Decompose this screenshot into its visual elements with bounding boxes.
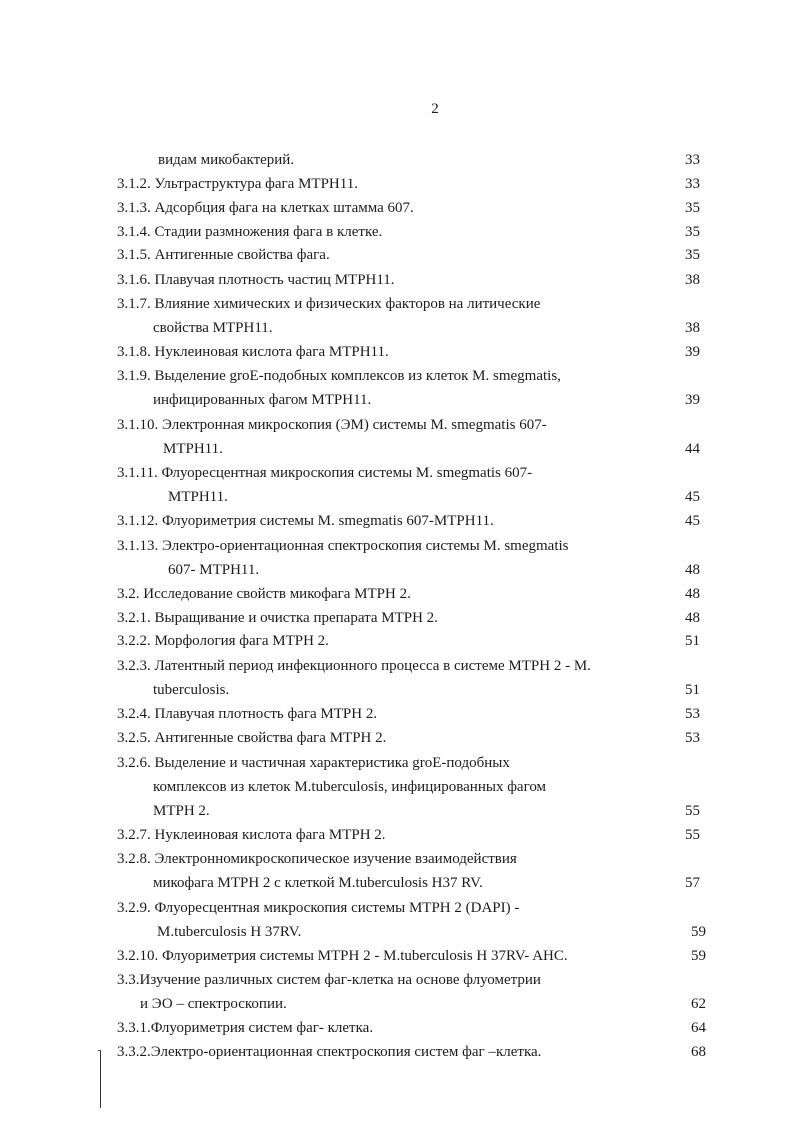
toc-entry-text: 3.1.8. Нуклеиновая кислота фага MTPH11. <box>117 344 389 360</box>
toc-entry-page: 35 <box>685 200 700 216</box>
toc-entry-text: видам микобактерий. <box>158 152 295 168</box>
toc-entry-text: 3.1.10. Электронная микроскопия (ЭМ) системы M. smegmatis 607- <box>117 417 547 433</box>
toc-entry-text: 3.2.9. Флуоресцентная микроскопия системы MTPH 2 (DAPI) - <box>117 900 520 916</box>
margin-line <box>100 1050 101 1108</box>
toc-entry-text: 3.2.1. Выращивание и очистка препарата MTPH 2. <box>117 610 438 626</box>
toc-entry-page: 45 <box>685 513 700 529</box>
toc-entry-text: 3.2.6. Выделение и частичная характеристика groE-подобных <box>117 755 510 771</box>
toc-entry-text: 3.2. Исследование свойств микофага MTPH 2. <box>117 586 411 602</box>
toc-entry-text: 3.1.12. Флуориметрия системы M. smegmatis 607-MTPH11. <box>117 513 494 529</box>
toc-entry-text: 3.3.2.Электро-ориентационная спектроскопия систем фаг –клетка. <box>117 1044 542 1060</box>
toc-entry-text: 3.1.2. Ультраструктура фага MTPH11. <box>117 176 358 192</box>
toc-entry-text: 3.1.3. Адсорбция фага на клетках штамма 607. <box>117 200 414 216</box>
toc-entry-text: 3.1.6. Плавучая плотность частиц MTPH11. <box>117 272 395 288</box>
toc-entry-text: 3.2.7. Нуклеиновая кислота фага MTPH 2. <box>117 827 386 843</box>
toc-entry-page: 59 <box>691 924 706 940</box>
toc-entry-text: и ЭО – спектроскопии. <box>140 996 287 1012</box>
toc-entry-page: 33 <box>685 176 700 192</box>
toc-entry-text: свойства MTPH11. <box>153 320 273 336</box>
toc-entry-page: 48 <box>685 562 700 578</box>
toc-entry-text: микофага MTPH 2 с клеткой M.tuberculosis H37 RV. <box>153 875 483 891</box>
toc-entry-page: 51 <box>685 633 700 649</box>
toc-entry-page: 59 <box>691 948 706 964</box>
toc-entry-page: 55 <box>685 803 700 819</box>
toc-entry-text: инфицированных фагом MTPH11. <box>153 392 372 408</box>
toc-entry-page: 38 <box>685 272 700 288</box>
margin-tick <box>98 1050 101 1051</box>
toc-entry-text: 3.2.2. Морфология фага MTPH 2. <box>117 633 329 649</box>
toc-entry-page: 38 <box>685 320 700 336</box>
toc-entry-text: MTPH11. <box>168 489 228 505</box>
toc-entry-text: 3.1.4. Стадии размножения фага в клетке. <box>117 224 383 240</box>
page-number: 2 <box>431 101 439 117</box>
toc-entry-page: 68 <box>691 1044 706 1060</box>
toc-entry-text: tuberculosis. <box>153 682 230 698</box>
toc-entry-page: 64 <box>691 1020 706 1036</box>
toc-entry-page: 39 <box>685 344 700 360</box>
toc-entry-text: 3.2.10. Флуориметрия системы MTPH 2 - M.tuberculosis H 37RV- AHC. <box>117 948 568 964</box>
toc-entry-page: 48 <box>685 610 700 626</box>
toc-entry-text: 3.1.11. Флуоресцентная микроскопия системы M. smegmatis 607- <box>117 465 533 481</box>
toc-entry-page: 33 <box>685 152 700 168</box>
toc-entry-text: 3.1.13. Электро-ориентационная спектроскопия системы M. smegmatis <box>117 538 569 554</box>
toc-entry-text: 3.2.4. Плавучая плотность фага MTPH 2. <box>117 706 378 722</box>
toc-entry-text: 3.2.5. Антигенные свойства фага MTPH 2. <box>117 730 387 746</box>
toc-entry-text: 3.1.7. Влияние химических и физических факторов на литические <box>117 296 541 312</box>
toc-entry-text: 3.2.3. Латентный период инфекционного процесса в системе MTPH 2 - M. <box>117 658 591 674</box>
toc-entry-page: 35 <box>685 247 700 263</box>
toc-entry-text: 3.1.9. Выделение groE-подобных комплексов из клеток M. smegmatis, <box>117 368 561 384</box>
toc-entry-page: 55 <box>685 827 700 843</box>
toc-entry-page: 62 <box>691 996 706 1012</box>
toc-entry-text: 3.1.5. Антигенные свойства фага. <box>117 247 330 263</box>
toc-entry-page: 39 <box>685 392 700 408</box>
toc-entry-text: 3.3.Изучение различных систем фаг-клетка на основе флуометрии <box>117 972 541 988</box>
toc-entry-text: MTPH 2. <box>153 803 210 819</box>
toc-entry-page: 48 <box>685 586 700 602</box>
toc-entry-page: 53 <box>685 706 700 722</box>
toc-entry-text: MTPH11. <box>163 441 223 457</box>
toc-entry-page: 45 <box>685 489 700 505</box>
toc-entry-text: 3.2.8. Электронномикроскопическое изучение взаимодействия <box>117 851 517 867</box>
toc-entry-text: M.tuberculosis H 37RV. <box>157 924 302 940</box>
toc-entry-text: 3.3.1.Флуориметрия систем фаг- клетка. <box>117 1020 374 1036</box>
toc-entry-text: комплексов из клеток M.tuberculosis, инфицированных фагом <box>153 779 547 795</box>
toc-entry-text: 607- MTPH11. <box>168 562 260 578</box>
toc-entry-page: 53 <box>685 730 700 746</box>
toc-entry-page: 51 <box>685 682 700 698</box>
toc-entry-page: 44 <box>685 441 700 457</box>
toc-entry-page: 57 <box>685 875 700 891</box>
toc-entry-page: 35 <box>685 224 700 240</box>
